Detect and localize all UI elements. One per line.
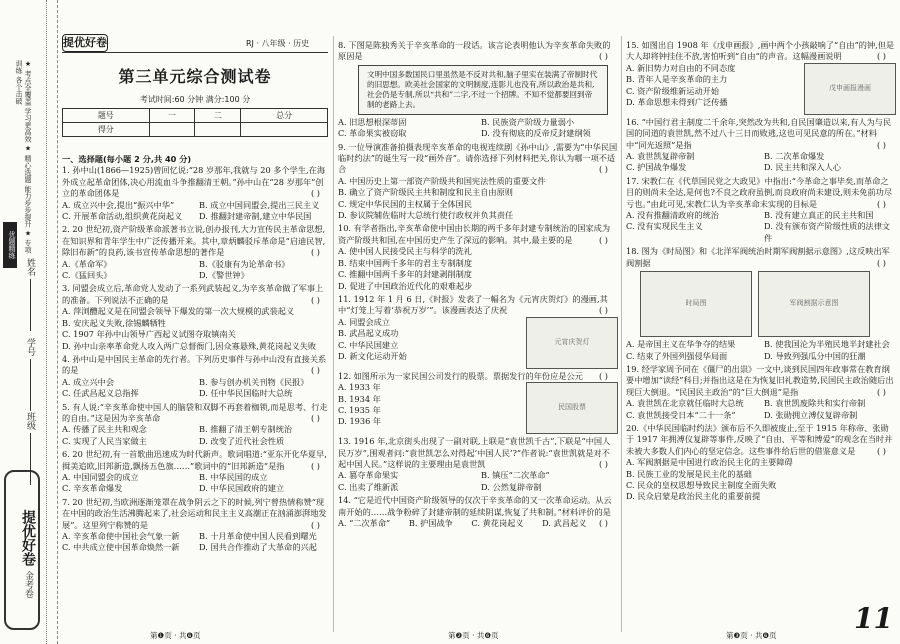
question-stem xyxy=(62,497,330,531)
page-footer: 第❷页 · 共❻页 xyxy=(448,631,499,640)
column-1 xyxy=(62,154,330,556)
answer-option[interactable]: D. 张勋拥立溥仪复辟帝制 xyxy=(764,409,858,420)
question-stem xyxy=(62,283,330,306)
answer-option[interactable]: D. 参议院辅佐临时大总统行使行政权并负其责任 xyxy=(338,210,514,221)
option-list xyxy=(338,317,520,363)
answer-paren[interactable]: ( ) xyxy=(599,164,608,175)
option-list xyxy=(62,377,330,400)
option-list xyxy=(338,176,618,222)
question-list xyxy=(626,40,896,503)
options-block xyxy=(626,63,798,109)
question-stem xyxy=(338,436,618,470)
question-item xyxy=(338,223,618,291)
option-list xyxy=(62,306,330,352)
answer-paren[interactable]: ( ) xyxy=(599,517,608,528)
answer-paren[interactable]: ( ) xyxy=(311,365,320,376)
page-title: 第三单元综合测试卷 xyxy=(118,67,272,86)
option-list xyxy=(62,472,330,495)
answer-option[interactable]: C. 民众的皇权思想导致民主制度全面失败 xyxy=(626,479,777,490)
score-table-header-row xyxy=(63,109,328,123)
question-item xyxy=(62,449,330,495)
question-text: 11. 1912 年 1 月 6 日,《时报》发表了一幅名为《元宵庆贺灯》的漫画,其中“灯笼上写着‘恭祝万岁’”。该漫画表达了庆祝 xyxy=(338,293,608,316)
answer-option[interactable]: B. 中华民国的成立 xyxy=(199,471,268,482)
class-field[interactable]: 班级 xyxy=(24,412,37,485)
answer-option[interactable]: A. 辛亥革命使中国社会气象一新 xyxy=(62,531,180,541)
answer-paren[interactable]: ( ) xyxy=(311,412,320,423)
answer-option[interactable]: B. 武昌起义成功 xyxy=(338,328,399,339)
map-image: 时局图 xyxy=(640,271,752,337)
question-text: 8. 下图是陈独秀关于辛亥革命的一段话。该言论表明他认为辛亥革命失败的原因是 xyxy=(338,40,611,62)
question-text: 20.《中华民国临时约法》颁布后不久即被废止,至于 1915 年称帝、张勋于 1917 年拥溥仪复辟等事件,反映了“自由、平等和博爱”的观念在当时并未被大多数人们内心的坚定信念。这些事件给后世的借鉴意义是 xyxy=(626,422,893,456)
answer-paren[interactable]: ( ) xyxy=(877,51,886,62)
answer-option[interactable]: B. 护国战争 xyxy=(408,517,453,528)
question-stem xyxy=(62,165,330,199)
question-stem xyxy=(62,449,330,472)
answer-option[interactable]: D. 民主共和深入人心 xyxy=(764,162,841,173)
answer-paren[interactable]: ( ) xyxy=(599,234,608,245)
option-list xyxy=(62,200,330,223)
question-images xyxy=(640,271,896,337)
answer-option[interactable]: A. 成立兴中会,提出“振兴中华” xyxy=(62,199,175,210)
option-list xyxy=(338,246,618,292)
header-rule xyxy=(62,52,328,53)
answer-option[interactable]: A. 新旧势力对自由的不同态度 xyxy=(626,62,736,73)
question-text: 18. 图为《时局图》和《北洋军阀统治时期军阀割据示意图》,这反映出军阀割据 xyxy=(626,246,890,268)
question-item xyxy=(62,165,330,222)
question-item xyxy=(338,436,618,493)
score-input-cell[interactable] xyxy=(149,123,195,137)
question-item xyxy=(626,423,896,503)
option-list xyxy=(626,210,896,244)
answer-option[interactable]: A. 袁世凯复辟帝制 xyxy=(626,151,695,162)
question-stem xyxy=(626,423,896,457)
motto-text: ★ 考点全覆盖 学习更高效 ★ 精心选题 能力步步提升 ★ 专项训练 各个击破 xyxy=(15,60,32,254)
score-input-cell[interactable] xyxy=(195,123,241,137)
answer-option[interactable]: B.《驳康有为论革命书》 xyxy=(199,258,290,269)
answer-option[interactable]: B. 安庆起义失败,徐锡麟牺牲 xyxy=(62,317,166,328)
question-item xyxy=(338,294,618,369)
answer-option[interactable]: C. 规定中华民国的主权属于全体国民 xyxy=(338,198,472,209)
badge-main-text: 提优好卷 xyxy=(20,510,36,567)
question-text: 9. 一位导演准备拍摄表现辛亥革命的电视连续剧《孙中山》,需要为“中华民国临时约法”的诞生写一段“画外音”。请你选择下列材料把关,你认为哪一项不适合 xyxy=(338,141,618,175)
answer-option[interactable]: A. 袁世凯在北京就任临时大总统 xyxy=(626,398,744,409)
answer-option[interactable]: C. 实现了人民当家做主 xyxy=(62,435,147,446)
question-stem xyxy=(626,117,896,151)
page-footer: 第❶页 · 共❻页 xyxy=(150,631,201,640)
option-list xyxy=(338,518,599,529)
answer-option[interactable]: C. 没有实现民生主义 xyxy=(626,221,703,232)
answer-paren[interactable]: ( ) xyxy=(599,305,608,316)
answer-option[interactable]: A. 中国同盟会的成立 xyxy=(62,471,139,482)
badge-sub-text: 金考卷 xyxy=(23,570,33,598)
question-item xyxy=(626,117,896,174)
answer-option[interactable]: C. 革命果实被窃取 xyxy=(338,128,407,139)
binding-strip xyxy=(0,0,58,644)
answer-paren[interactable]: ( ) xyxy=(599,458,608,469)
answer-option[interactable]: D. 导致列强瓜分中国的狂潮 xyxy=(764,350,866,361)
answer-option[interactable]: C. 1907 年孙中山领导广西起义试图夺取镇南关 xyxy=(62,329,236,340)
answer-option[interactable]: A. 1933 年 xyxy=(338,382,381,393)
question-list xyxy=(338,40,618,529)
answer-option[interactable]: C. 1935 年 xyxy=(338,404,381,415)
answer-paren[interactable]: ( ) xyxy=(311,294,320,305)
question-text: 16. “中国行君主制度二千余年,突然改为共和,自民国肇造以来,有人为与民国的同道的袁世凯,然不过八十三日而败逃,这也可见民意的所在。”材料中“同光返照”是指 xyxy=(626,116,892,150)
question-image: 戊申画报漫画 xyxy=(804,63,896,115)
answer-paren[interactable]: ( ) xyxy=(877,257,886,268)
answer-option[interactable]: D. 没有颁布资产阶级性质的法律文件 xyxy=(764,221,891,243)
answer-option[interactable]: D. 新文化运动开始 xyxy=(338,350,407,361)
question-item xyxy=(626,364,896,421)
answer-option[interactable]: D. 孙中山亲率革命党人攻入两广总督衙门,因众寡悬殊,黄花岗起义失败 xyxy=(62,340,317,351)
question-item xyxy=(62,354,330,400)
question-text: 15. 如图出自 1908 年《戊申画报》,画中两个小孩敲响了“自由”的钟,但是大人却将钟挂住不放,害怕听到“自由”的声音。这幅漫画说明 xyxy=(626,40,895,62)
score-table-score-row xyxy=(63,123,328,137)
answer-option[interactable]: D. 中华民国政府的建立 xyxy=(199,483,285,494)
question-stem xyxy=(338,40,618,63)
answer-option[interactable]: C. 结束了外国列强侵华局面 xyxy=(626,350,728,361)
question-image: 元宵庆贺灯 xyxy=(526,317,618,369)
question-text: 12. 如图所示为一家民国公司发行的股票。票据发行的年份应是公元 xyxy=(338,370,583,381)
question-text: 10. 有学者指出,辛亥革命使中国由长期的两千多年封建专制统治的国家成为资产阶级共和国,在中国历史产生了深远的影响。其中,最主要的是 xyxy=(338,223,611,245)
answer-option[interactable]: A. 成立兴中会 xyxy=(62,376,115,387)
option-list xyxy=(338,117,618,140)
score-table xyxy=(62,108,328,137)
answer-option[interactable]: A. 旧思想根深蒂固 xyxy=(338,116,407,127)
answer-option[interactable]: A. 没有推翻清政府的统治 xyxy=(626,210,719,221)
answer-option[interactable]: D. 民众启蒙是政治民主化的重要前提 xyxy=(626,491,761,502)
question-text: 1. 孙中山(1866—1925)曾回忆说:“28 岁那年,我就与 20 多个学生,在海外成立起革命团体,决心用流血斗争推翻清王朝。”孙中山在“28 岁那年”创立的革命团体是 xyxy=(62,165,326,199)
page-footer: 第❸页 · 共❻页 xyxy=(726,631,777,640)
quote-box: 文明中国多数国民口里虽然是不反对共和,脑子里实在装满了帝制时代的旧思想。欧美社会国家的文明制度,连影儿也没有,所以政治是共和,社会仍是专制,所以“共和”二字,不过一个招牌。不知不觉都要回到帝制的老路上去。 xyxy=(358,65,608,115)
answer-option[interactable]: A. 是帝国主义在华争夺的结果 xyxy=(626,339,736,350)
exam-meta: 考试时间:60 分钟 满分:100 分 xyxy=(139,95,251,104)
question-item xyxy=(62,497,330,554)
answer-option[interactable]: C. 中共成立使中国革命焕然一新 xyxy=(62,542,180,553)
student-id-field[interactable]: 学号 xyxy=(24,338,37,411)
answer-option[interactable]: D. 国共合作推动了大革命的兴起 xyxy=(199,542,317,553)
option-list xyxy=(338,382,520,428)
brand-logo: 提优好卷 xyxy=(62,34,108,52)
name-field[interactable]: 姓名 xyxy=(24,258,37,331)
answer-option[interactable]: B. 结束中国两千多年的君主专制制度 xyxy=(338,257,473,268)
question-text: 2. 20 世纪初,资产阶级革命派著书立说,创办报刊,大力宣传民主革命思想,在知识界和青年学生中广泛传播开来。其中,章炳麟驳斥革命是“启迪民智,除旧布新”的良药,该书宣传革命思想的著作是 xyxy=(62,224,326,258)
question-item xyxy=(626,176,896,244)
option-list xyxy=(62,424,330,447)
question-body-with-image xyxy=(338,382,618,434)
answer-option[interactable]: C. 资产阶级维新运动开始 xyxy=(626,85,720,96)
question-item xyxy=(626,246,896,362)
answer-option[interactable]: C. 任武昌起义总指挥 xyxy=(62,388,139,399)
answer-option[interactable]: C. 袁世凯接受日本“二十一条” xyxy=(626,409,736,420)
question-stem xyxy=(338,142,618,176)
answer-option[interactable]: B. 民族资产阶级力量弱小 xyxy=(481,116,575,127)
answer-option[interactable]: B. 参与创办机关刊物《民报》 xyxy=(199,376,309,387)
column-2 xyxy=(338,40,618,531)
options-block xyxy=(338,382,520,428)
question-text: 14. “它是近代中国资产阶级领导的仅次于辛亥革命的又一次革命运动。从云南开始的……战争粉碎了封建帝制的延续阴谋,恢复了共和制。”材料评价的是 xyxy=(338,495,612,517)
answer-option[interactable]: A. 萍浏醴起义是在同盟会领导下爆发的第一次大规模的武装起义 xyxy=(62,306,295,317)
question-item xyxy=(338,40,618,140)
question-text: 13. 1916 年,北京街头出现了一副对联,上联是“袁世凯千古”,下联是“中国人民万岁”,围观者问:“袁世凯怎么对得起‘中国人民’?”作者说:“袁世凯就是对不起中国人民。”这样说的主要理由是袁世凯 xyxy=(338,436,611,469)
answer-option[interactable]: D. 1936 年 xyxy=(338,416,382,427)
answer-option[interactable]: A. “二次革命” xyxy=(338,517,391,528)
answer-option[interactable]: B. 民族工业的发展是民主化的基础 xyxy=(626,468,752,479)
answer-option[interactable]: D. 推翻封建帝制,建立中华民国 xyxy=(199,211,312,222)
map-image: 军阀割据示意图 xyxy=(758,271,870,337)
question-body-with-image xyxy=(338,317,618,369)
question-item xyxy=(62,283,330,351)
answer-paren[interactable]: ( ) xyxy=(877,198,886,209)
question-text: 17. 宋教仁在《代草国民党之大政见》中指出:“今革命之事毕矣,而革命之目的则尚未全达,是何也?不良之政府虽倒,而良政府尚未建设,则未免前功尽亏也。”由此可见,宋教仁认为辛亥革命未实现的目标是 xyxy=(626,175,893,209)
answer-option[interactable]: A. 篡夺革命果实 xyxy=(338,470,399,481)
question-text: 3. 同盟会成立后,革命党人发动了一系列武装起义,为辛亥革命做了军事上的准备。下列说法不正确的是 xyxy=(62,283,324,305)
question-text: 5. 有人说:“辛亥革命使中国人的脑袋和双脚不再套着枷锁,而是思考、行走的自由。”这是因为辛亥革命 xyxy=(62,401,328,423)
question-stem xyxy=(62,354,330,377)
page-number: 11 xyxy=(854,602,893,635)
answer-option[interactable]: A. 中国历史上第一部资产阶级共和国宪法性质的重要文件 xyxy=(338,175,546,186)
score-cell: 得分 xyxy=(63,123,150,137)
question-item xyxy=(62,224,330,281)
column-3 xyxy=(626,40,896,505)
answer-option[interactable]: C. 中华民国建立 xyxy=(338,339,399,350)
question-stem xyxy=(626,364,896,398)
answer-option[interactable]: A. 传播了民主共和观念 xyxy=(62,424,147,435)
answer-option[interactable]: C. 出卖了维新派 xyxy=(338,481,399,492)
question-item xyxy=(338,495,618,529)
column-divider xyxy=(621,36,622,632)
question-stem xyxy=(62,402,330,425)
option-list xyxy=(626,339,896,362)
question-stem xyxy=(62,224,330,258)
option-list xyxy=(338,470,618,493)
answer-option[interactable]: C.《猛回头》 xyxy=(62,270,112,281)
answer-option[interactable]: C. 辛亥革命爆发 xyxy=(62,483,123,494)
answer-paren[interactable]: ( ) xyxy=(599,51,608,62)
question-stem xyxy=(338,371,618,382)
answer-option[interactable]: B. 袁世凯废除共和实行帝制 xyxy=(764,398,866,409)
score-input-cell[interactable] xyxy=(241,123,328,137)
option-list xyxy=(62,531,330,554)
question-item xyxy=(626,40,896,115)
question-stem xyxy=(338,294,618,317)
answer-paren[interactable]: ( ) xyxy=(311,188,320,199)
answer-option[interactable]: B. 确立了资产阶级民主共和制度和民主自由原则 xyxy=(338,187,513,198)
answer-option[interactable]: B. 镇压“二次革命” xyxy=(481,470,550,481)
answer-option[interactable]: D. 武昌起义 xyxy=(542,517,587,528)
question-item xyxy=(338,142,618,222)
answer-paren[interactable]: ( ) xyxy=(311,247,320,258)
question-item xyxy=(338,371,618,434)
answer-option[interactable]: D. 促进了中国政治近代化的艰难起步 xyxy=(338,280,473,291)
question-text: 4. 孙中山是中国民主革命的先行者。下列历史事件与孙中山没有直接关系的是 xyxy=(62,353,327,376)
answer-option[interactable]: B. 十月革命使中国人民看到曙光 xyxy=(199,531,317,541)
question-image: 民国股票 xyxy=(526,382,618,434)
strip-tag: 优题精练 xyxy=(3,222,17,268)
answer-option[interactable]: B. 1934 年 xyxy=(338,393,381,404)
answer-option[interactable]: D. 公然复辟帝制 xyxy=(481,481,542,492)
answer-option[interactable]: D. 任中华民国临时大总统 xyxy=(199,388,293,399)
question-stem xyxy=(626,246,896,269)
answer-option[interactable]: A. 使中国人民接受民主与科学的洗礼 xyxy=(338,246,472,257)
column-divider xyxy=(333,36,334,632)
question-stem xyxy=(626,176,896,210)
question-text: 7. 20 世纪初,当欧洲逐渐笼罩在战争阴云之下的时候,列宁曾热情称赞“现在中国的政治生活沸腾起来了,社会运动和民主主义高潮正在汹涌澎湃地发展”。这里列宁称赞的是 xyxy=(62,496,327,530)
answer-option[interactable]: C. 护国战争爆发 xyxy=(626,162,687,173)
subject-line: RJ · 八年级 · 历史 xyxy=(246,39,310,48)
answer-option[interactable]: D. 改变了近代社会性质 xyxy=(199,435,285,446)
answer-option[interactable]: A. 军阀割据是中国进行政治民主化的主要障碍 xyxy=(626,457,793,468)
question-body-with-image xyxy=(626,63,896,115)
answer-option[interactable]: D. 革命思想未得到广泛传播 xyxy=(626,97,728,108)
answer-option[interactable]: C. 黄花岗起义 xyxy=(471,517,524,528)
option-list xyxy=(626,63,798,109)
answer-option[interactable]: B. 二次革命爆发 xyxy=(764,151,825,162)
answer-option[interactable]: B. 使我国沦为半殖民地半封建社会 xyxy=(764,339,890,350)
question-list xyxy=(62,165,330,553)
cut-line xyxy=(46,0,47,644)
answer-option[interactable]: C. 推翻中国两千多年的封建剥削制度 xyxy=(338,269,472,280)
question-stem xyxy=(338,223,618,246)
answer-option[interactable]: B. 推翻了清王朝专制统治 xyxy=(199,424,293,435)
options-block xyxy=(338,317,520,363)
answer-option[interactable]: B. 没有建立真正的民主共和国 xyxy=(764,210,874,221)
answer-paren[interactable]: ( ) xyxy=(311,519,320,530)
answer-option[interactable]: B. 青年人是辛亥革命的主力 xyxy=(626,74,728,85)
section-heading: 一、选择题(每小题 2 分,共 40 分) xyxy=(62,154,192,164)
answer-paren[interactable]: ( ) xyxy=(877,139,886,150)
score-cell: 一 xyxy=(149,109,195,123)
answer-option[interactable]: D.《警世钟》 xyxy=(199,270,249,281)
option-list xyxy=(626,398,896,421)
brand-badge xyxy=(4,470,40,630)
option-list xyxy=(626,457,896,503)
score-cell: 二 xyxy=(195,109,241,123)
option-list xyxy=(62,259,330,282)
answer-option[interactable]: C. 开展革命活动,组织黄花岗起义 xyxy=(62,211,183,222)
score-cell: 题号 xyxy=(63,109,150,123)
answer-option[interactable]: D. 没有彻底的反帝反封建纲领 xyxy=(481,128,591,139)
answer-paren[interactable]: ( ) xyxy=(599,370,608,381)
answer-option[interactable]: B. 成立中国同盟会,提出三民主义 xyxy=(199,199,320,210)
score-cell: 总分 xyxy=(241,109,328,123)
option-list xyxy=(626,151,896,174)
question-text: 6. 20 世纪初,有一首歌曲迅速成为时代新声。歌词唱道:“亚东开化华夏早,揖美追欧,旧邦新造,飘扬五色旗……”歌词中的“旧邦新造”是指 xyxy=(62,449,327,471)
answer-paren[interactable]: ( ) xyxy=(311,460,320,471)
answer-paren[interactable]: ( ) xyxy=(877,386,886,397)
answer-option[interactable]: A.《革命军》 xyxy=(62,258,112,269)
answer-option[interactable]: A. 同盟会成立 xyxy=(338,316,391,327)
question-text: 19. 经学家周予同在《僵尸的出祟》一文中,谈到民国四年政事常在教育纲要中增加“读经”科目;并指出这是在为恢复旧礼教造势,民国民主政治随后出现巨大倒退。“民国民主政治”的“巨大倒退”是指 xyxy=(626,363,894,397)
answer-paren[interactable]: ( ) xyxy=(877,445,886,456)
question-item xyxy=(62,402,330,448)
question-stem xyxy=(626,40,896,63)
